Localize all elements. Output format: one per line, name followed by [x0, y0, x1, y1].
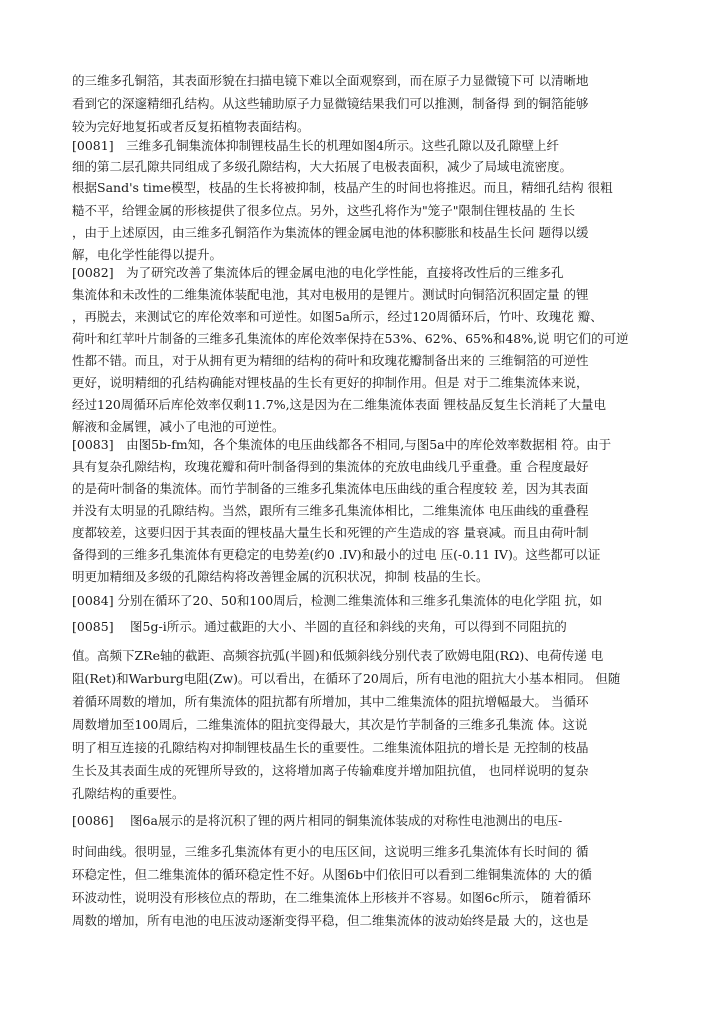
- text-line: 较为完好地复拓或者反复拓植物表面结构。: [72, 119, 310, 134]
- text-line: ，再脱去，来测试它的库伦效率和可逆性。如图5a所示，经过120周循环后，竹叶、玫瑰花 瓣、: [72, 309, 603, 324]
- text-line: 环稳定性，但二维集流体的循环稳定性不好。从图6b中们依旧可以看到二维铜集流体的 大的循: [72, 867, 592, 882]
- text-line: 经过120周循环后库伦效率仅剩11.7%,这是因为在二维集流体表面 锂枝晶反复生长消耗了大量电: [72, 397, 607, 412]
- text-line: 明更加精细及多级的孔隙结构将改善锂金属的沉积状况，抑制 枝晶的生长。: [72, 569, 489, 584]
- text-line: ，由于上述原因，由三维多孔铜箔作为集流体的锂金属电池的体积膨胀和枝晶生长问 题得以缓: [72, 225, 589, 240]
- text-line: 更好，说明精细的孔结构确能对锂枝晶的生长有更好的抑制作用。但是 对于二维集流体来说，: [72, 375, 589, 390]
- text-line: 环波动性，说明没有形核位点的帮助，在二维集流体上形核并不容易。如图6c所示， 随着循环: [72, 890, 591, 905]
- text-line: 解，电化学性能得以提升。: [72, 247, 223, 262]
- text-line: 性都不错。而且，对于从拥有更为精细的结构的荷叶和玫瑰花瓣制备出来的 三维铜箔的可逆性: [72, 353, 589, 368]
- text-line: 值。高频下ZRe轴的截距、高频容抗弧(半圆)和低频斜线分别代表了欧姆电阻(RΩ)、电荷传递 电: [72, 648, 604, 663]
- paragraph-0085-line: [0085] 图5g-i所示。通过截距的大小、半圆的直径和斜线的夹角，可以得到不同阻抗的: [72, 619, 567, 634]
- text-line: 度都较差，这要归因于其表面的锂枝晶大量生长和死锂的产生造成的容 量衰减。而且由荷叶制: [72, 525, 589, 540]
- text-line: 并没有太明显的孔隙结构。当然，跟所有三维多孔集流体相比，二维集流体 电压曲线的重叠程: [72, 503, 589, 518]
- text-line: 糙不平，给锂金属的形核提供了很多位点。另外，这些孔将作为"笼子"限制住锂枝晶的 生长: [72, 203, 575, 218]
- text-line: 明了相互连接的孔隙结构对抑制锂枝晶生长的重要性。二维集流体阻抗的增长是 无控制的枝晶: [72, 740, 589, 755]
- text-line: 集流体和未改性的二维集流体装配电池，其对电极用的是锂片。测试时向铜箔沉积固定量 的锂: [72, 287, 589, 302]
- paragraph-0082-line: [0082] 为了研究改善了集流体后的锂金属电池的电化学性能，直接将改性后的三维多孔: [72, 265, 564, 280]
- text-line: 时间曲线。很明显，三维多孔集流体有更小的电压区间，这说明三维多孔集流体有长时间的 循: [72, 844, 589, 859]
- text-line: 具有复杂孔隙结构，玫瑰花瓣和荷叶制备得到的集流体的充放电曲线几乎重叠。重 合程度最好: [72, 459, 589, 474]
- text-line: 周数增加至100周后，二维集流体的阻抗变得最大，其次是竹芋制备的三维多孔集流 体。这说: [72, 717, 588, 732]
- paragraph-0081-line: [0081] 三维多孔铜集流体抑制锂枝晶生长的机理如图4所示。这些孔隙以及孔隙壁上纤: [72, 138, 560, 153]
- paragraph-0083-line: [0083] 由图5b-fm知，各个集流体的电压曲线都各不相同,与图5a中的库伦效率数据相 符。由于: [72, 437, 612, 452]
- paragraph-0086-line: [0086] 图6a展示的是将沉积了锂的两片相同的铜集流体装成的对称性电池测出的电压-: [72, 813, 563, 828]
- text-line: 生长及其表面生成的死锂所导致的，这将增加离子传输难度并增加阻抗值， 也同样说明的复杂: [72, 763, 589, 778]
- text-line: 周数的增加，所有电池的电压波动逐渐变得平稳，但二维集流体的波动始终是最 大的，这也是: [72, 913, 589, 928]
- text-line: 孔隙结构的重要性。: [72, 786, 185, 801]
- text-line: 看到它的深邃精细孔结构。从这些辅助原子力显微镜结果我们可以推测，制备得 到的铜箔能够: [72, 96, 589, 111]
- text-line: 备得到的三维多孔集流体有更稳定的电势差(约0 .IV)和最小的过电 压(-0.11 IV)。这些都可以证: [72, 547, 601, 562]
- text-line: 细的第二层孔隙共同组成了多级孔隙结构，大大拓展了电极表面积，减少了局域电流密度。: [72, 159, 573, 174]
- text-line: 着循环周数的增加，所有集流体的阻抗都有所增加，其中二维集流体的阻抗增幅最大。 当循环: [72, 694, 589, 709]
- text-line: 的是荷叶制备的集流体。而竹芋制备的三维多孔集流体电压曲线的重合程度较 差，因为其表面: [72, 481, 589, 496]
- text-line: 阻(Ret)和Warburg电阻(Zw)。可以看出，在循环了20周后，所有电池的阻抗大小基本相同。 但随: [72, 671, 621, 686]
- text-line: 的三维多孔铜箔，其表面形貌在扫描电镜下难以全面观察到，而在原子力显微镜下可 以清晰地: [72, 73, 589, 88]
- paragraph-0084-line: [0084] 分别在循环了20、50和100周后，检测二维集流体和三维多孔集流体的电化学阻 抗，如: [72, 593, 603, 608]
- text-line: 荷叶和红苹叶片制备的三维多孔集流体的库伦效率保持在53%、62%、65%和48%,说 明它们的可逆: [72, 331, 629, 346]
- text-line: 解液和金属锂，减小了电池的可逆性。: [72, 419, 285, 434]
- text-line: 根据Sand's time模型，枝晶的生长将被抑制，枝晶产生的时间也将推迟。而且，精细孔结构 很粗: [72, 180, 613, 195]
